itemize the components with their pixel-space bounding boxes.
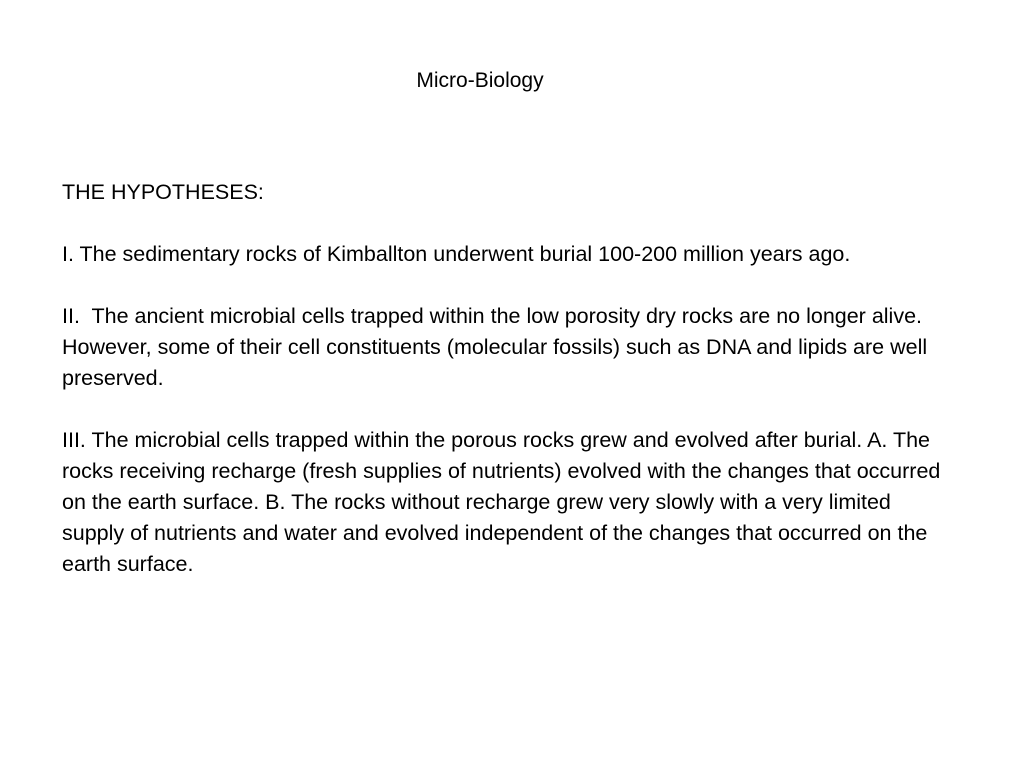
slide-body (62, 177, 947, 580)
hypothesis-1: I. The sedimentary rocks of Kimballton underwent burial 100-200 million years ago. (62, 242, 851, 266)
hypothesis-3: III. The microbial cells trapped within the porous rocks grew and evolved after burial. A. The rocks receiving recharge (fresh supplies of nutrients) evolved with the changes that occurred on the earth surface. B. The rocks without recharge grew very slowly with a very limited supply of nutrients and water and evolved independent of the changes that occurred on the earth surface. (62, 428, 947, 576)
hypothesis-2: II. The ancient microbial cells trapped within the low porosity dry rocks are no longer alive. However, some of their cell constituents (molecular fossils) such as DNA and lipids are well preserved. (62, 304, 934, 390)
hypotheses-heading: THE HYPOTHESES: (62, 180, 264, 204)
slide-title: Micro-Biology (416, 69, 544, 92)
